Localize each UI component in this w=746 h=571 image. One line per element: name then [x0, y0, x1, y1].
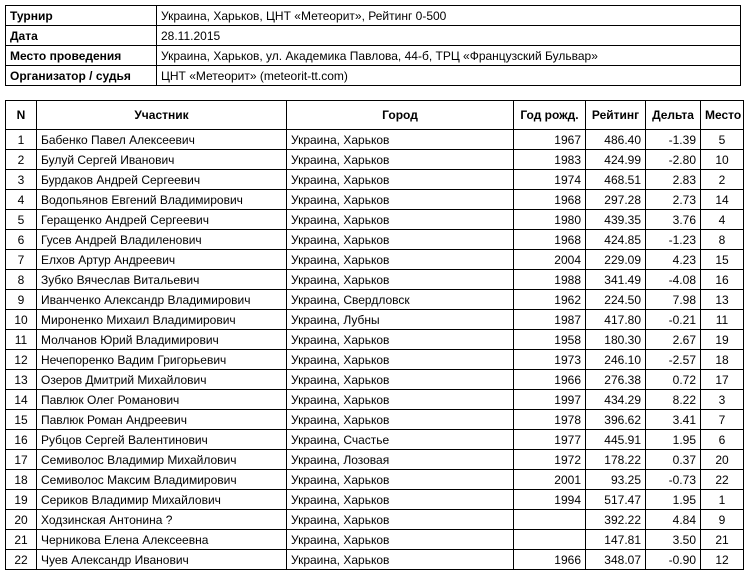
table-row — [6, 210, 744, 230]
cell-place: 19 — [701, 330, 744, 350]
cell-rating: 246.10 — [586, 350, 646, 370]
cell-city: Украина, Харьков — [287, 350, 514, 370]
cell-rating: 424.99 — [586, 150, 646, 170]
cell-participant: Молчанов Юрий Владимирович — [37, 330, 287, 350]
cell-rating: 224.50 — [586, 290, 646, 310]
cell-place: 8 — [701, 230, 744, 250]
cell-delta: 1.95 — [646, 490, 701, 510]
cell-participant: Сериков Владимир Михайлович — [37, 490, 287, 510]
table-row — [6, 450, 744, 470]
cell-delta: 3.50 — [646, 530, 701, 550]
cell-number: 10 — [6, 310, 37, 330]
cell-birth-year: 1966 — [514, 550, 586, 570]
table-row — [6, 130, 744, 150]
cell-number: 1 — [6, 130, 37, 150]
cell-delta: 8.22 — [646, 390, 701, 410]
cell-rating: 297.28 — [586, 190, 646, 210]
cell-city: Украина, Харьков — [287, 250, 514, 270]
cell-participant: Мироненко Михаил Владимирович — [37, 310, 287, 330]
cell-delta: 2.83 — [646, 170, 701, 190]
header-delta: Дельта — [646, 101, 701, 130]
cell-rating: 348.07 — [586, 550, 646, 570]
cell-birth-year: 1988 — [514, 270, 586, 290]
cell-delta: 2.73 — [646, 190, 701, 210]
header-number: N — [6, 101, 37, 130]
cell-delta: -4.08 — [646, 270, 701, 290]
cell-city: Украина, Харьков — [287, 550, 514, 570]
cell-city: Украина, Харьков — [287, 270, 514, 290]
cell-participant: Черникова Елена Алексеевна — [37, 530, 287, 550]
cell-place: 10 — [701, 150, 744, 170]
results-body — [6, 130, 744, 570]
cell-rating: 486.40 — [586, 130, 646, 150]
table-row — [6, 250, 744, 270]
cell-city: Украина, Харьков — [287, 410, 514, 430]
results-header — [6, 101, 744, 130]
cell-city: Украина, Лубны — [287, 310, 514, 330]
info-label: Организатор / судья — [6, 66, 157, 86]
cell-number: 14 — [6, 390, 37, 410]
cell-participant: Озеров Дмитрий Михайлович — [37, 370, 287, 390]
cell-place: 15 — [701, 250, 744, 270]
cell-participant: Водопьянов Евгений Владимирович — [37, 190, 287, 210]
cell-place: 18 — [701, 350, 744, 370]
info-row — [6, 66, 741, 86]
info-row — [6, 6, 741, 26]
cell-city: Украина, Харьков — [287, 390, 514, 410]
cell-number: 12 — [6, 350, 37, 370]
table-row — [6, 370, 744, 390]
header-rating: Рейтинг — [586, 101, 646, 130]
cell-participant: Бурдаков Андрей Сергеевич — [37, 170, 287, 190]
cell-city: Украина, Счастье — [287, 430, 514, 450]
cell-delta: -1.39 — [646, 130, 701, 150]
cell-rating: 424.85 — [586, 230, 646, 250]
cell-number: 20 — [6, 510, 37, 530]
cell-birth-year: 1983 — [514, 150, 586, 170]
info-value: ЦНТ «Метеорит» (meteorit-tt.com) — [157, 66, 741, 86]
cell-participant: Чуев Александр Иванович — [37, 550, 287, 570]
table-row — [6, 190, 744, 210]
info-value: Украина, Харьков, ЦНТ «Метеорит», Рейтинг 0-500 — [157, 6, 741, 26]
cell-delta: 4.23 — [646, 250, 701, 270]
cell-place: 13 — [701, 290, 744, 310]
cell-city: Украина, Свердловск — [287, 290, 514, 310]
cell-place: 4 — [701, 210, 744, 230]
cell-number: 17 — [6, 450, 37, 470]
tournament-info-table — [5, 5, 741, 86]
cell-city: Украина, Лозовая — [287, 450, 514, 470]
cell-participant: Рубцов Сергей Валентинович — [37, 430, 287, 450]
info-row — [6, 46, 741, 66]
cell-participant: Бабенко Павел Алексеевич — [37, 130, 287, 150]
cell-birth-year: 1968 — [514, 230, 586, 250]
cell-birth-year: 1973 — [514, 350, 586, 370]
cell-rating: 147.81 — [586, 530, 646, 550]
cell-delta: -0.73 — [646, 470, 701, 490]
cell-rating: 396.62 — [586, 410, 646, 430]
table-row — [6, 530, 744, 550]
cell-birth-year: 1968 — [514, 190, 586, 210]
table-row — [6, 270, 744, 290]
cell-number: 15 — [6, 410, 37, 430]
header-city: Город — [287, 101, 514, 130]
cell-rating: 417.80 — [586, 310, 646, 330]
cell-place: 6 — [701, 430, 744, 450]
cell-birth-year: 1997 — [514, 390, 586, 410]
cell-number: 6 — [6, 230, 37, 250]
cell-birth-year — [514, 530, 586, 550]
cell-number: 4 — [6, 190, 37, 210]
tournament-info-body — [6, 6, 741, 86]
cell-delta: -0.90 — [646, 550, 701, 570]
cell-delta: 3.41 — [646, 410, 701, 430]
cell-city: Украина, Харьков — [287, 530, 514, 550]
cell-city: Украина, Харьков — [287, 370, 514, 390]
cell-birth-year: 2004 — [514, 250, 586, 270]
cell-number: 7 — [6, 250, 37, 270]
cell-city: Украина, Харьков — [287, 210, 514, 230]
cell-participant: Нечепоренко Вадим Григорьевич — [37, 350, 287, 370]
cell-birth-year: 1978 — [514, 410, 586, 430]
cell-birth-year: 1967 — [514, 130, 586, 150]
cell-place: 21 — [701, 530, 744, 550]
header-row — [6, 101, 744, 130]
cell-delta: 4.84 — [646, 510, 701, 530]
cell-rating: 178.22 — [586, 450, 646, 470]
cell-place: 7 — [701, 410, 744, 430]
cell-rating: 517.47 — [586, 490, 646, 510]
cell-rating: 180.30 — [586, 330, 646, 350]
info-label: Дата — [6, 26, 157, 46]
cell-rating: 392.22 — [586, 510, 646, 530]
cell-place: 5 — [701, 130, 744, 150]
header-place: Место — [701, 101, 744, 130]
cell-number: 3 — [6, 170, 37, 190]
cell-participant: Зубко Вячеслав Витальевич — [37, 270, 287, 290]
table-row — [6, 330, 744, 350]
cell-participant: Иванченко Александр Владимирович — [37, 290, 287, 310]
table-row — [6, 470, 744, 490]
info-label: Турнир — [6, 6, 157, 26]
cell-city: Украина, Харьков — [287, 150, 514, 170]
cell-number: 11 — [6, 330, 37, 350]
cell-place: 3 — [701, 390, 744, 410]
cell-city: Украина, Харьков — [287, 330, 514, 350]
cell-rating: 276.38 — [586, 370, 646, 390]
cell-birth-year: 1994 — [514, 490, 586, 510]
cell-place: 12 — [701, 550, 744, 570]
cell-city: Украина, Харьков — [287, 170, 514, 190]
cell-number: 18 — [6, 470, 37, 490]
cell-participant: Геращенко Андрей Сергеевич — [37, 210, 287, 230]
cell-delta: 0.37 — [646, 450, 701, 470]
cell-birth-year: 1972 — [514, 450, 586, 470]
cell-place: 2 — [701, 170, 744, 190]
cell-rating: 229.09 — [586, 250, 646, 270]
cell-participant: Семиволос Максим Владимирович — [37, 470, 287, 490]
table-row — [6, 230, 744, 250]
cell-city: Украина, Харьков — [287, 130, 514, 150]
info-value: 28.11.2015 — [157, 26, 741, 46]
table-row — [6, 390, 744, 410]
header-birth-year: Год рожд. — [514, 101, 586, 130]
cell-participant: Павлюк Роман Андреевич — [37, 410, 287, 430]
table-row — [6, 510, 744, 530]
cell-birth-year: 2001 — [514, 470, 586, 490]
cell-delta: 1.95 — [646, 430, 701, 450]
header-participant: Участник — [37, 101, 287, 130]
cell-rating: 341.49 — [586, 270, 646, 290]
cell-participant: Семиволос Владимир Михайлович — [37, 450, 287, 470]
table-row — [6, 350, 744, 370]
info-label: Место проведения — [6, 46, 157, 66]
cell-place: 11 — [701, 310, 744, 330]
cell-birth-year: 1958 — [514, 330, 586, 350]
table-row — [6, 410, 744, 430]
cell-number: 5 — [6, 210, 37, 230]
cell-participant: Ходзинская Антонина ? — [37, 510, 287, 530]
cell-delta: -2.57 — [646, 350, 701, 370]
cell-place: 14 — [701, 190, 744, 210]
cell-birth-year: 1987 — [514, 310, 586, 330]
table-row — [6, 310, 744, 330]
cell-city: Украина, Харьков — [287, 230, 514, 250]
cell-participant: Булуй Сергей Иванович — [37, 150, 287, 170]
cell-place: 1 — [701, 490, 744, 510]
info-row — [6, 26, 741, 46]
cell-birth-year: 1974 — [514, 170, 586, 190]
cell-number: 19 — [6, 490, 37, 510]
cell-birth-year — [514, 510, 586, 530]
cell-delta: -2.80 — [646, 150, 701, 170]
cell-number: 9 — [6, 290, 37, 310]
cell-delta: -1.23 — [646, 230, 701, 250]
cell-birth-year: 1966 — [514, 370, 586, 390]
cell-birth-year: 1962 — [514, 290, 586, 310]
cell-delta: -0.21 — [646, 310, 701, 330]
cell-participant: Елхов Артур Андреевич — [37, 250, 287, 270]
info-value: Украина, Харьков, ул. Академика Павлова, 44-б, ТРЦ «Французский Бульвар» — [157, 46, 741, 66]
cell-city: Украина, Харьков — [287, 470, 514, 490]
table-row — [6, 150, 744, 170]
cell-number: 16 — [6, 430, 37, 450]
cell-rating: 468.51 — [586, 170, 646, 190]
cell-delta: 2.67 — [646, 330, 701, 350]
cell-number: 22 — [6, 550, 37, 570]
cell-place: 17 — [701, 370, 744, 390]
table-row — [6, 430, 744, 450]
cell-number: 21 — [6, 530, 37, 550]
table-row — [6, 170, 744, 190]
table-row — [6, 550, 744, 570]
cell-rating: 434.29 — [586, 390, 646, 410]
results-table — [5, 100, 744, 570]
cell-number: 8 — [6, 270, 37, 290]
cell-rating: 445.91 — [586, 430, 646, 450]
cell-rating: 439.35 — [586, 210, 646, 230]
cell-number: 13 — [6, 370, 37, 390]
cell-delta: 3.76 — [646, 210, 701, 230]
cell-participant: Павлюк Олег Романович — [37, 390, 287, 410]
cell-rating: 93.25 — [586, 470, 646, 490]
cell-delta: 0.72 — [646, 370, 701, 390]
table-row — [6, 490, 744, 510]
cell-number: 2 — [6, 150, 37, 170]
cell-birth-year: 1977 — [514, 430, 586, 450]
cell-city: Украина, Харьков — [287, 510, 514, 530]
cell-participant: Гусев Андрей Владиленович — [37, 230, 287, 250]
cell-city: Украина, Харьков — [287, 190, 514, 210]
cell-place: 9 — [701, 510, 744, 530]
cell-delta: 7.98 — [646, 290, 701, 310]
cell-birth-year: 1980 — [514, 210, 586, 230]
cell-place: 20 — [701, 450, 744, 470]
cell-place: 22 — [701, 470, 744, 490]
cell-city: Украина, Харьков — [287, 490, 514, 510]
cell-place: 16 — [701, 270, 744, 290]
table-row — [6, 290, 744, 310]
